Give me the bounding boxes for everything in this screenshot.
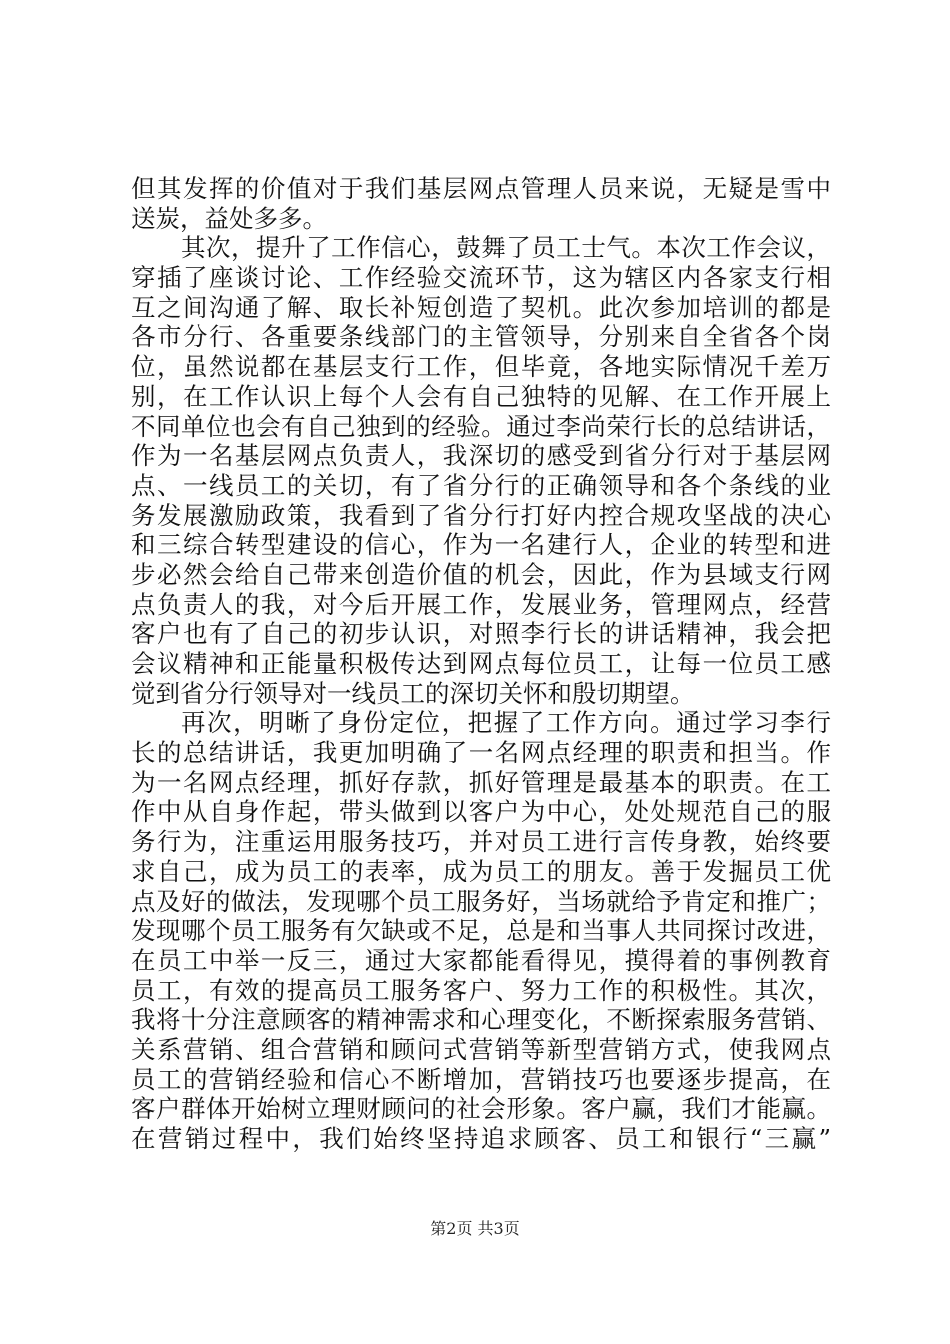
text-line: 在营销过程中，我们始终坚持追求顾客、员工和银行“三赢” — [131, 1124, 831, 1153]
text-line: 客户也有了自己的初步认识，对照李行长的讲话精神，我会把 — [131, 619, 831, 649]
text-line: 点、一线员工的关切，有了省分行的正确领导和各个条线的业 — [131, 470, 831, 500]
text-line: 会议精神和正能量积极传达到网点每位员工，让每一位员工感 — [131, 649, 831, 678]
text-line: 和三综合转型建设的信心，作为一名建行人，企业的转型和进 — [131, 530, 831, 560]
text-line: 我将十分注意顾客的精神需求和心理变化，不断探索服务营销、 — [131, 1005, 831, 1035]
page-number-footer: 第2页 共3页 — [430, 1219, 520, 1238]
text-line: 不同单位也会有自己独到的经验。通过李尚荣行长的总结讲话， — [131, 411, 831, 441]
text-line: 员工，有效的提高员工服务客户、努力工作的积极性。其次， — [131, 975, 831, 1005]
text-line: 各市分行、各重要条线部门的主管领导，分别来自全省各个岗 — [131, 322, 831, 352]
text-line: 作为一名基层网点负责人，我深切的感受到省分行对于基层网 — [131, 441, 831, 471]
text-line: 为一名网点经理，抓好存款，抓好管理是最基本的职责。在工 — [131, 767, 831, 797]
text-line: 互之间沟通了解、取长补短创造了契机。此次参加培训的都是 — [131, 292, 831, 322]
text-line: 长的总结讲话，我更加明确了一名网点经理的职责和担当。作 — [131, 738, 831, 768]
text-line: 位，虽然说都在基层支行工作，但毕竟，各地实际情况千差万 — [131, 352, 831, 382]
text-line: 在员工中举一反三，通过大家都能看得见，摸得着的事例教育 — [131, 945, 831, 975]
text-line: 发现哪个员工服务有欠缺或不足，总是和当事人共同探讨改进， — [131, 916, 831, 946]
text-line: 别，在工作认识上每个人会有自己独特的见解、在工作开展上 — [131, 381, 831, 411]
text-line: 点负责人的我，对今后开展工作，发展业务，管理网点，经营 — [131, 589, 831, 619]
text-line: 关系营销、组合营销和顾问式营销等新型营销方式，使我网点 — [131, 1034, 831, 1064]
text-line: 客户群体开始树立理财顾问的社会形象。客户赢，我们才能赢。 — [131, 1094, 831, 1124]
text-line: 其次，提升了工作信心，鼓舞了员工士气。本次工作会议， — [181, 233, 831, 263]
text-line: 步必然会给自己带来创造价值的机会，因此，作为县域支行网 — [131, 559, 831, 589]
text-line: 再次，明晰了身份定位，把握了工作方向。通过学习李行 — [181, 708, 831, 738]
text-line: 穿插了座谈讨论、工作经验交流环节，这为辖区内各家支行相 — [131, 263, 831, 293]
text-line: 觉到省分行领导对一线员工的深切关怀和殷切期望。 — [131, 678, 695, 708]
text-line: 员工的营销经验和信心不断增加，营销技巧也要逐步提高，在 — [131, 1064, 831, 1094]
text-line: 求自己，成为员工的表率，成为员工的朋友。善于发掘员工优 — [131, 856, 831, 886]
body-text — [131, 174, 831, 1154]
text-line: 作中从自身作起，带头做到以客户为中心，处处规范自己的服 — [131, 797, 831, 827]
text-line: 点及好的做法，发现哪个员工服务好，当场就给予肯定和推广； — [131, 886, 831, 916]
text-line: 务行为，注重运用服务技巧，并对员工进行言传身教，始终要 — [131, 827, 831, 857]
text-line: 送炭，益处多多。 — [131, 203, 327, 233]
text-line: 务发展激励政策，我看到了省分行打好内控合规攻坚战的决心 — [131, 500, 831, 530]
text-line: 但其发挥的价值对于我们基层网点管理人员来说，无疑是雪中 — [131, 174, 831, 203]
